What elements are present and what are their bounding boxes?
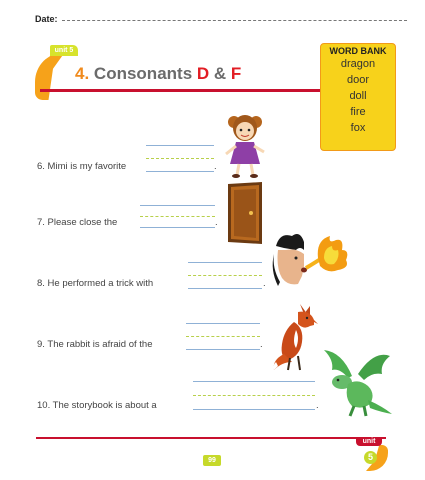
writing-line-mid — [186, 336, 260, 337]
fire-breather-picture — [270, 228, 352, 290]
title-letter-d: D — [196, 64, 210, 83]
writing-line-top — [146, 145, 214, 146]
writing-line-mid — [140, 216, 215, 217]
writing-line-top — [188, 262, 262, 263]
title-number: 4. — [75, 64, 90, 83]
unit-swoosh-decoration — [35, 52, 65, 100]
exercise-10-answer-line[interactable] — [193, 409, 315, 410]
exercise-6-answer-line[interactable] — [146, 171, 214, 172]
writing-line-mid — [193, 395, 315, 396]
title-letter-f: F — [230, 64, 242, 83]
exercise-9-answer-line[interactable] — [186, 349, 260, 350]
footer-unit-number: 5 — [364, 451, 377, 464]
page-number: 99 — [203, 455, 221, 466]
writing-line-top — [193, 381, 315, 382]
word-bank-word: fox — [350, 122, 366, 134]
date-label: Date: — [35, 14, 58, 24]
footer-unit-label: unit — [356, 437, 382, 446]
writing-line-top — [140, 205, 215, 206]
title-ampersand: & — [213, 64, 227, 83]
dragon-picture — [318, 348, 398, 420]
word-bank — [320, 43, 396, 151]
writing-line-top — [186, 323, 260, 324]
exercise-7-text: 7. Please close the — [37, 217, 118, 228]
writing-line-mid — [146, 158, 214, 159]
word-bank-word: fire — [350, 106, 366, 118]
word-bank-word: doll — [349, 90, 367, 102]
word-bank-word: dragon — [340, 58, 376, 70]
exercise-6-period: . — [214, 161, 217, 172]
word-bank-heading: WORD BANK — [329, 46, 387, 56]
word-bank-word: door — [346, 74, 370, 86]
footer-rule — [36, 437, 386, 439]
exercise-7-period: . — [215, 217, 218, 228]
page-title — [75, 64, 241, 84]
door-picture — [222, 180, 268, 246]
exercise-8-period: . — [263, 278, 266, 289]
exercise-8-text: 8. He performed a trick with — [37, 278, 154, 289]
writing-line-mid — [188, 275, 262, 276]
exercise-8-answer-line[interactable] — [188, 288, 262, 289]
title-underline — [40, 89, 345, 92]
unit-tab: unit 5 — [50, 45, 78, 56]
title-prefix: Consonants — [93, 64, 193, 83]
exercise-10-period: . — [316, 400, 319, 411]
exercise-10-text: 10. The storybook is about a — [37, 400, 157, 411]
doll-picture — [222, 108, 268, 180]
date-line[interactable] — [62, 20, 407, 21]
exercise-9-text: 9. The rabbit is afraid of the — [37, 339, 153, 350]
exercise-6-text: 6. Mimi is my favorite — [37, 161, 127, 172]
exercise-9-period: . — [260, 339, 263, 350]
exercise-7-answer-line[interactable] — [140, 227, 215, 228]
